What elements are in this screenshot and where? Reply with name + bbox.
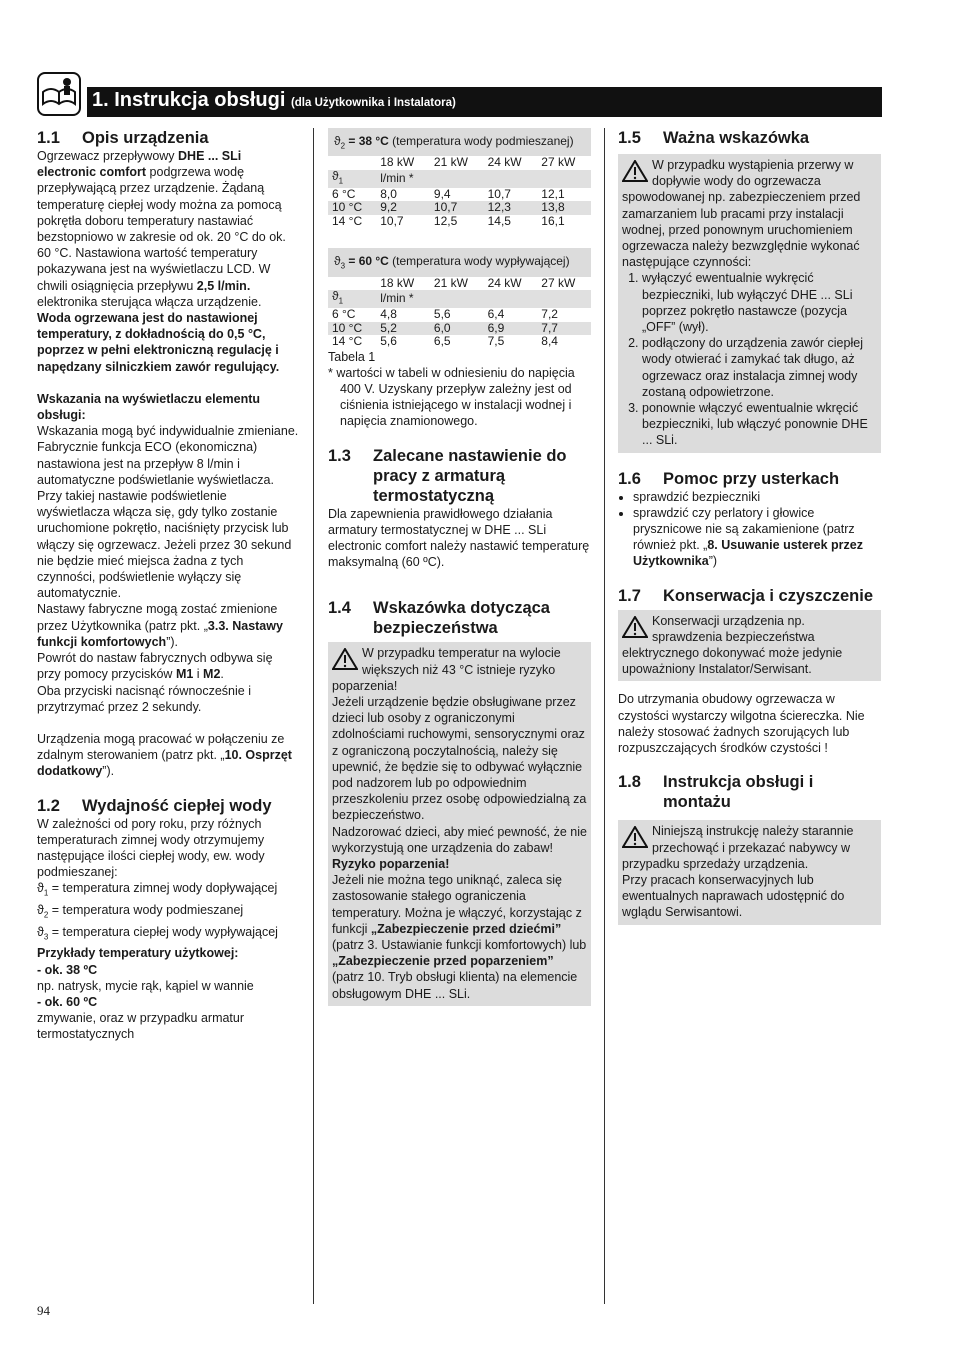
- table-row: 10 °C 5,2 6,0 6,9 7,7: [328, 322, 591, 336]
- paragraph: Nadzorować dzieci, aby mieć pewność, że nie wykorzystują one urządzenia do zabaw! Ryzyko poparzenia!: [332, 824, 587, 872]
- section-heading: 1.5 Ważna wskazówka: [618, 129, 810, 147]
- subheading: Przykłady temperatury użytkowej:: [37, 946, 239, 961]
- table-col-header: 27 kW: [541, 155, 576, 170]
- manual-reader-icon: [37, 72, 81, 116]
- warning-triangle-icon: [622, 160, 648, 182]
- table-col-header: 24 kW: [487, 275, 522, 290]
- table-col-header: 24 kW: [487, 155, 522, 170]
- chapter-subtitle: (dla Użytkownika i Instalatora): [290, 97, 456, 109]
- section-heading: 1.8 Instrukcja obsługi i montażu: [618, 773, 814, 812]
- paragraph: Woda ogrzewana jest do nastawionej temperatury, z dokładnością do 0,5 °C, poprzez w pełni elektroniczną regulację i napędzany silniczkiem zawór regulujący.: [37, 311, 280, 374]
- warning-triangle-icon: [622, 616, 648, 638]
- table-row: 10 °C 9,2 10,7 12,3 13,8: [328, 201, 591, 215]
- paragraph: Fabrycznie funkcja ECO (ekonomiczna) nastawiona jest na przepływ 8 l/min i automatyczne podświetlanie wyświetlacza. Przy takiej nastawie podświetlenie wyświetlacza włącza się, gdy tylko zostanie uruchomione pokrętło, naciśnięty przycisk lub włączy się ogrzewacz. Jeżeli przez 30 sekund nie będzie mieć miejsca żadna z tych czynności, podświetlenie wyłączy się automatycznie.: [37, 440, 292, 601]
- troubleshooting-list: [618, 489, 881, 570]
- chapter-title-bar: [87, 87, 882, 117]
- table-col-header: 21 kW: [433, 155, 468, 170]
- table-note: * wartości w tabeli w odniesieniu do napięcia 400 V. Uzyskany przepływ zależny jest od ciśnienia istniejącego w instalacji wodnej i napięcia znamionowego.: [328, 365, 575, 429]
- paragraph: Jeżeli urządzenie będzie obsługiwane przez dzieci lub osoby z ograniczonymi zdolnościami ruchowymi, sensorycznymi oraz z ograniczoną poczytalnością, należy się upewnić, że będzie się to odbywać wyłącznie pod nadzorem lub po odpowiednim przeszkoleniu przez osobę odpowiedzialną za bezpieczeństwo.: [332, 695, 587, 823]
- symbol-definition: $ϑ_2$ = temperatura wody podmieszanej: [37, 903, 244, 920]
- list-item: 1. wyłączyć ewentualnie wykręcić bezpieczniki, lub wyłączyć DHE ... SLi poprzez pokrętło nastawcze (pozycja „OFF” (wył).: [642, 270, 877, 335]
- paragraph: zmywanie, oraz w przypadku armatur termostatycznych: [37, 1011, 245, 1042]
- chapter-header: [37, 72, 882, 116]
- paragraph: W przypadku wystąpienia przerwy w dopływie wody do ogrzewacza spowodowanej np. zabezpieczeniem przed zamarzaniem lub pracami przy instalacji wodnej, przed ponownym uruchomieniem ogrzewacza należy bezwzględnie wykonać następujące czynności:: [622, 158, 861, 270]
- symbol-definition: $ϑ_3$ = temperatura ciepłej wody wypływającej: [37, 924, 278, 942]
- table-header-60: $ϑ_3 = 60$ °C (temperatura wody wypływającej): [328, 248, 591, 276]
- paragraph: Ogrzewacz przepływowy DHE ... SLi electronic comfort podgrzewa wodę przepływającą przez urządzenie. Żądaną temperaturę ciepłej wody można za pomocą pokrętła doboru temperatury nastawiać bezstopniowo w zakresie od ok. 20 °C do ok. 60 °C. Nastawiona wartość temperatury pokazywana jest na wyświetlaczu LCD. W chwili osiągnięcia przepływu 2,5 l/min. elektronika sterująca włącza urządzenie.: [37, 149, 286, 309]
- table-col-header: 18 kW: [380, 275, 415, 290]
- section-heading: 1.4 Wskazówka dotycząca bezpieczeństwa: [328, 599, 550, 638]
- maintenance-note-box: [618, 610, 881, 682]
- list-item: • sprawdzić bezpieczniki: [633, 489, 881, 505]
- paragraph: Nastawy fabryczne mogą zostać zmienione przez Użytkownika (patrz pkt. „3.3. Nastawy funkcji komfortowych”).: [37, 602, 283, 649]
- symbol-definition: $ϑ_1$ = temperatura zimnej wody dopływającej: [37, 881, 278, 898]
- manual-note-box: [618, 820, 881, 924]
- paragraph: Do utrzymania obudowy ogrzewacza w czystości wystarczy wilgotna ściereczka. Nie należy stosować żadnych szorujących lub rozpuszczających środków czystości !: [618, 692, 865, 756]
- table-row: 14 °C 10,7 12,5 14,5 16,1: [332, 213, 565, 228]
- paragraph: np. natrysk, mycie rąk, kąpiel w wannie: [37, 978, 254, 993]
- paragraph: Jeżeli nie można tego uniknąć, zaleca się zastosowanie stałego ograniczenia temperatury. Można je włączyć, korzystając z funkcji „Zabezpieczenie przed dziećmi” (patrz 3. Ustawianie funkcji komfortowych) lub „Zabezpieczenie przed poparzeniem” (patrz 10. Tryb obsługi klienta) na elemencie obsługowym DHE ... SLi.: [332, 873, 587, 1001]
- list-item: 2. podłączony do urządzenia zawór ciepłej wody otwierać i zamykać tak długo, aż ogrzewacz oraz instalacja zimnej wody zostaną odpowietrzone.: [642, 335, 877, 400]
- paragraph: W zależności od pory roku, przy różnych temperaturach zimnej wody otrzymujemy następujące ilości ciepłej wody, ew. wody podmieszanej:: [37, 816, 265, 880]
- section-heading: 1.6 Pomoc przy usterkach: [618, 469, 840, 488]
- column-divider: [313, 128, 314, 1304]
- table-caption: Tabela 1: [328, 349, 376, 364]
- section-heading: 1.2 Wydajność ciepłej wody: [37, 796, 272, 815]
- page-number: 94: [37, 1303, 50, 1318]
- column-middle: [328, 128, 591, 1006]
- steps-list: [622, 270, 877, 448]
- column-right: [618, 128, 881, 925]
- list-item: 3. ponownie włączyć ewentualnie wkręcić bezpieczniki, lub włączyć ponownie DHE ... SLi.: [642, 400, 877, 449]
- table-header-38: $ϑ_2 = 38$ °C (temperatura wody podmieszanej): [328, 128, 591, 156]
- table-col-header: 21 kW: [433, 275, 468, 290]
- chapter-title: 1. Instrukcja obsługi: [92, 89, 286, 111]
- table-row: 6 °C 8,0 9,4 10,7 12,1: [332, 186, 565, 201]
- paragraph: Konserwacji urządzenia np. sprawdzenia bezpieczeństwa elektrycznego dokonywać może jedynie upoważniony Instalator/Serwisant.: [622, 613, 843, 677]
- table-col-header: 27 kW: [541, 275, 576, 290]
- section-heading: 1.7 Konserwacja i czyszczenie: [618, 586, 874, 605]
- important-note-box: [618, 154, 881, 453]
- paragraph: Niniejszą instrukcję należy starannie przechowąć i przekazać nabywcy w przypadku sprzedaży urządzenia.: [622, 824, 854, 871]
- warning-triangle-icon: [622, 826, 648, 848]
- safety-warning-box: [328, 642, 591, 1005]
- column-left: [37, 128, 299, 1043]
- warning-triangle-icon: [332, 648, 358, 670]
- paragraph: Powrót do nastaw fabrycznych odbywa się przy pomocy przycisków M1 i M2.: [37, 651, 273, 682]
- table-row: 6 °C 4,8 5,6 6,4 7,2: [332, 307, 558, 322]
- table-unit: l/min *: [376, 290, 591, 308]
- paragraph: Oba przyciski nacisnąć równocześnie i przytrzymać przez 2 sekundy.: [37, 683, 251, 714]
- column-divider: [604, 128, 605, 1304]
- list-item: • sprawdzić czy perlatory i głowice prysznicowe nie są zakamienione (patrz również pkt. „8. Usuwanie usterek przez Użytkownika”): [633, 505, 881, 570]
- section-heading: 1.1 Opis urządzenia: [37, 129, 209, 147]
- example-title: - ok. 60 ºC: [37, 995, 98, 1010]
- flow-table-60: 18 kW 21 kW 24 kW 27 kW $ϑ_1$ l/min * 6 °C 4,8 5,6 6,4 7,2 10 °C 5,2 6,0 6,9 7,7 14 °C 5,6 6,5 7,5 8,4: [328, 277, 591, 349]
- paragraph: Przy pracach konserwacyjnych lub ewentualnych naprawach udostępnić do wglądu Serwisantowi.: [622, 872, 845, 920]
- table-unit: l/min *: [376, 170, 591, 188]
- table-row: 14 °C 5,6 6,5 7,5 8,4: [332, 334, 558, 349]
- section-heading: 1.3 Zalecane nastawienie do pracy z armaturą termostatyczną: [328, 446, 567, 505]
- table-col-header: 18 kW: [380, 155, 415, 170]
- paragraph: W przypadku temperatur na wylocie większych niż 43 °C istnieje ryzyko poparzenia!: [332, 646, 561, 693]
- paragraph: Dla zapewnienia prawidłowego działania armatury termostatycznej w DHE ... SLi electronic comfort należy nastawić temperaturę maksymalną (60 ºC).: [328, 506, 590, 570]
- paragraph: Urządzenia mogą pracować w połączeniu ze zdalnym sterowaniem (patrz pkt. „10. Osprzęt dodatkowy”).: [37, 731, 292, 779]
- subheading: Wskazania na wyświetlaczu elementu obsługi:: [37, 391, 260, 423]
- paragraph: Wskazania mogą być indywidualnie zmieniane.: [37, 424, 299, 439]
- example-title: - ok. 38 ºC: [37, 962, 98, 977]
- flow-table-38: 18 kW 21 kW 24 kW 27 kW $ϑ_1$ l/min * 6 °C 8,0 9,4 10,7 12,1 10 °C 9,2 10,7 12,3 13,8 14 °C 10,7 12,5 14,5 16,1: [328, 156, 591, 228]
